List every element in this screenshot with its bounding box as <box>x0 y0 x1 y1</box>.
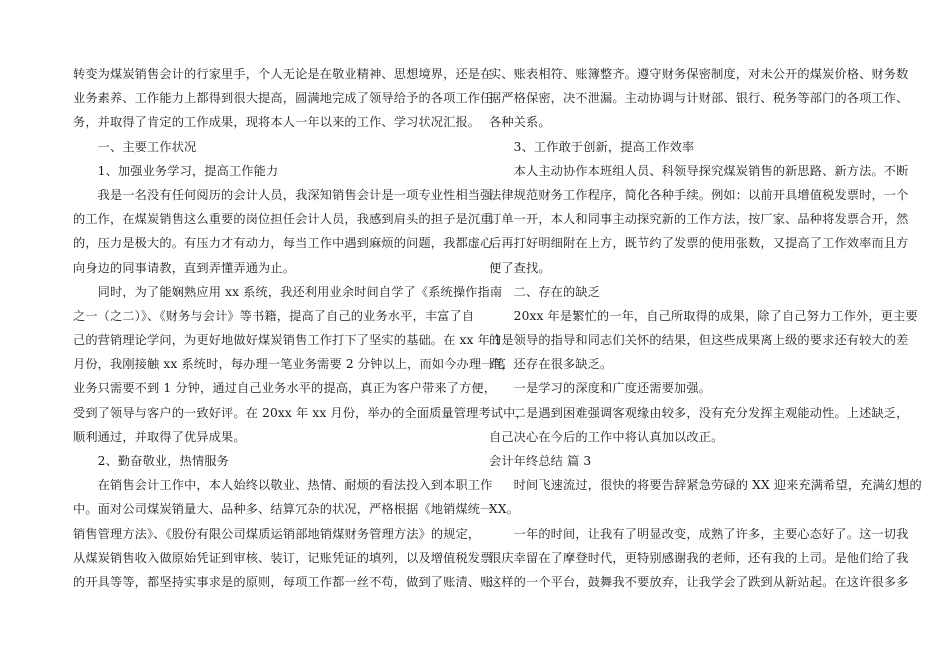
paragraph-line: 销售管理方法》、《股份有限公司煤质运销部地销煤财务管理方法》的规定， <box>73 526 481 541</box>
subsection-heading: 2、勤奋敬业，热情服务 <box>73 454 229 468</box>
paragraph-line: 时间飞速流过，很快的将要告辞紧急劳碌的 XX 迎来充满希望，充满幻想的 <box>489 478 922 493</box>
paragraph-line: 我是一名没有任何阅历的会计人员，我深知销售会计是一项专业性相当强 <box>73 187 493 202</box>
paragraph-line: 同时，为了能娴熟应用 xx 系统，我还利用业余时间自学了《系统操作指南 <box>73 284 503 299</box>
paragraph-line: 月份，我刚接触 xx 系统时，每办理一笔业务需要 2 分钟以上，而如今办理一笔 <box>73 357 506 372</box>
paragraph-line: 转变为煤炭销售会计的行家里手，个人无论是在敬业精神、思想境界，还是在 <box>73 67 493 81</box>
paragraph-line: 的工作，在煤炭销售这么重要的岗位担任会计人员，我感到肩头的担子是沉重 <box>73 212 493 227</box>
paragraph-line: 各种关系。 <box>489 115 551 130</box>
paragraph-line: 便了查找。 <box>489 260 551 275</box>
article-heading: 会计年终总结 篇 3 <box>489 454 592 468</box>
paragraph-line: 的是领导的指导和同志们关怀的结果，但这些成果离上级的要求还有较大的差 <box>489 333 909 348</box>
paragraph-line: 中。面对公司煤炭销量大、品种多、结算冗杂的状况，严格根据《地销煤统一 <box>73 502 493 517</box>
paragraph-line: 的开具等等，都坚持实事求是的原则，每项工作都一丝不苟，做到了账清、账 <box>73 574 493 589</box>
subsection-heading: 1、加强业务学习，提高工作能力 <box>73 163 279 178</box>
paragraph-line: 订单一开，本人和同事主动探究新的工作方法，按厂家、品种将发票合开，然 <box>489 212 909 227</box>
paragraph-line: XX。 <box>489 502 519 517</box>
paragraph-line: 己的营销理论学问，为更好地做好煤炭销售工作打下了坚实的基础。在 xx 年 1 <box>73 333 502 348</box>
right-text-column <box>489 62 922 594</box>
section-heading: 二、存在的缺乏 <box>489 284 601 299</box>
paragraph-line: 很庆幸留在了摩登时代，更特别感谢我的老师，还有我的上司。是他们给了我 <box>489 550 909 565</box>
paragraph-line: 在销售会计工作中，本人始终以敬业、热情、耐烦的看法投入到本职工作 <box>73 478 493 493</box>
paragraph-line: 这样的一个平台，鼓舞我不要放弃，让我学会了跌到从新站起。在这许很多多 <box>489 574 909 589</box>
paragraph-line: 后再打好明细附在上方，既节约了发票的使用张数，又提高了工作效率而且方 <box>489 236 909 251</box>
paragraph-line: 务，并取得了肯定的工作成果，现将本人一年以来的工作、学习状况汇报。 <box>73 115 481 130</box>
paragraph-line: 的，压力是极大的。有压力才有动力，每当工作中遇到麻烦的问题，我都虚心 <box>73 236 493 251</box>
paragraph-line: 实、账表相符、账簿整齐。遵守财务保密制度，对未公开的煤炭价格、财务数 <box>489 67 909 81</box>
paragraph-line: 二是遇到困难强调客观缘由较多，没有充分发挥主观能动性。上述缺乏， <box>489 405 909 420</box>
paragraph-line: 从煤炭销售收入做原始凭证到审核、装订，记账凭证的填列，以及增值税发票 <box>73 550 493 565</box>
paragraph-line: 法律规范财务工作程序，简化各种手续。例如：以前开具增值税发票时，一个 <box>489 187 909 202</box>
paragraph-line: 一年的时间，让我有了明显改变，成熟了许多，主要心态好了。这一切我 <box>489 526 909 541</box>
paragraph-line: 顺利通过，并取得了优异成果。 <box>73 429 246 444</box>
paragraph-line: 一是学习的深度和广度还需要加强。 <box>489 381 712 396</box>
paragraph-line: 距，还存在很多缺乏。 <box>489 357 613 372</box>
paragraph-line: 业务素养、工作能力上都得到很大提高，圆满地完成了领导给予的各项工作任 <box>73 91 493 106</box>
paragraph-line: 受到了领导与客户的一致好评。在 20xx 年 xx 月份，举办的全面质量管理考试中， <box>73 405 528 420</box>
paragraph-line: 之一（之二）》、《财务与会计》等书籍，提高了自己的业务水平，丰富了自 <box>73 308 475 323</box>
paragraph-line: 20xx 年是繁忙的一年，自己所取得的成果，除了自己努力工作外，更主要 <box>489 308 918 323</box>
section-heading: 一、主要工作状况 <box>73 139 197 154</box>
subsection-heading: 3、工作敢于创新，提高工作效率 <box>489 139 695 154</box>
paragraph-line: 自己决心在今后的工作中将认真加以改正。 <box>489 429 724 444</box>
paragraph-line: 向身边的同事请教，直到弄懂弄通为止。 <box>73 260 296 275</box>
paragraph-line: 业务只需要不到 1 分钟，通过自己业务水平的提高，真正为客户带来了方便， <box>73 381 497 396</box>
paragraph-line: 本人主动协作本班组人员、科领导探究煤炭销售的新思路、新方法。不断 <box>489 163 909 178</box>
paragraph-line: 据严格保密，决不泄漏。主动协调与计财部、银行、税务等部门的各项工作、 <box>489 91 909 106</box>
